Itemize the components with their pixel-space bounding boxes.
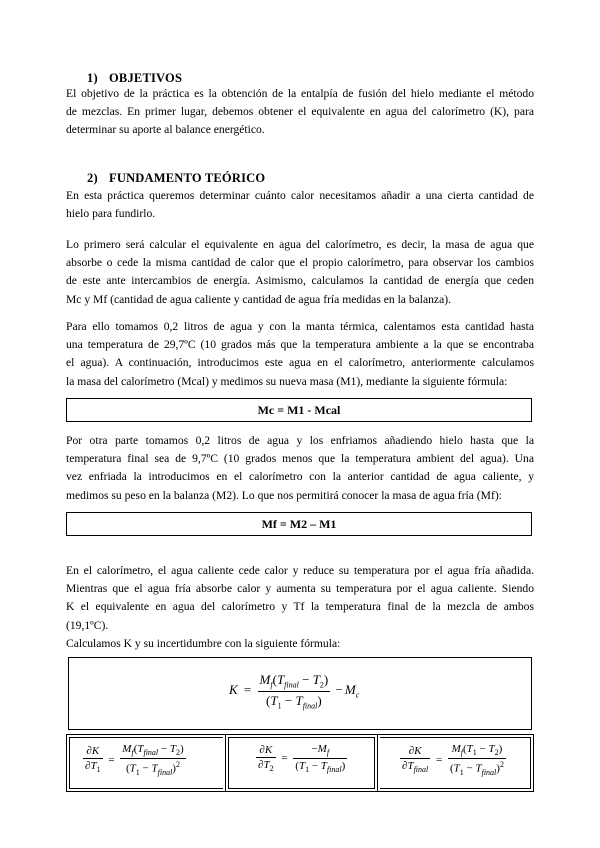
text-line: Mientras que el agua fría absorbe calor y aumenta su temperatura por el agua caliente. Siendo xyxy=(66,582,534,596)
text-line: En el calorímetro, el agua caliente cede calor y reduce su temperatura por el agua fría añadida. xyxy=(66,564,534,577)
derivative-tfinal: $\frac{\partial K}{\partial T_{final}}$ = $\frac{M_f(T_1 - T_2)}{(T_1 - T_{final})^2}$ xyxy=(402,743,504,778)
text-line: la masa del calorímetro (Mcal) y medimos su nueva masa (M1), mediante la siguiente fórmula: xyxy=(66,374,508,388)
derivative-t1-cell xyxy=(67,735,225,791)
text-line: determinar su aporte al balance energético. xyxy=(66,123,265,137)
text-line: Lo primero será calcular el equivalente en agua del calorímetro, es decir, la masa de agua que xyxy=(66,238,534,251)
derivative-t2-cell xyxy=(225,735,377,791)
section-heading-fundamento: 2) FUNDAMENTO TEÓRICO xyxy=(87,171,266,185)
paragraph-agua-caliente xyxy=(66,318,534,391)
derivative-t2: $\frac{\partial K}{\partial T_2}$ = $\frac{-M_f}{(T_1 - T_{final})}$ xyxy=(258,743,346,775)
paragraph-equivalente xyxy=(66,236,534,309)
derivative-t1: $\frac{\partial K}{\partial T_1}$ = $\frac{M_f(T_{final} - T_2)}{(T_1 - T_{final})^2}$ xyxy=(85,743,184,778)
paragraph-intro xyxy=(66,187,534,223)
derivative-tfinal-cell xyxy=(377,735,533,791)
text-line: Calculamos K y su incertidumbre con la siguiente fórmula: xyxy=(66,637,341,650)
text-line: vez enfriada la introducimos en el calorímetro con la anterior cantidad de agua caliente, y xyxy=(66,470,534,484)
derivatives-table xyxy=(66,734,534,792)
paragraph-agua-fria xyxy=(66,432,534,505)
text-line: medimos su peso en la balanza (M2). Lo que nos permitirá conocer la masa de agua fría (Mf): xyxy=(66,488,502,502)
formula-mf: Mf = M2 – M1 xyxy=(66,512,532,536)
text-line: una temperatura de 29,7ºC (10 grados más que la temperatura ambiente a la que se encontraba xyxy=(66,338,534,352)
formula-k: K = $\frac{M_f(T_{final} - T_2)}{(T_1 - T_{final})}$ − $M_c$ xyxy=(229,672,360,711)
text-line: (19,1ºC). xyxy=(66,618,109,632)
formula-k-box xyxy=(68,657,532,730)
text-line: absorbe o cede la misma cantidad de calor que el propio calorímetro, para observar los cambios xyxy=(66,256,534,270)
text-line: En esta práctica queremos determinar cuánto calor necesitamos añadir a una cierta cantidad de xyxy=(66,189,534,202)
text-line: K el equivalente en agua del calorímetro y Tf la temperatura final de la mezcla de ambos xyxy=(66,600,534,614)
text-line: Mc y Mf (cantidad de agua caliente y cantidad de agua fría medidas en la balanza). xyxy=(66,292,451,306)
text-line: de este ante intercambios de energía. Asimismo, calculamos la cantidad de energía que ceden xyxy=(66,274,534,288)
paragraph-calorimetro xyxy=(66,562,534,635)
text-line: temperatura final sea de 9,7ºC (10 grados menos que la temperatura ambient del agua). Una xyxy=(66,452,534,466)
text-line: de mezclas. En primer lugar, debemos obtener el equivalente en agua del calorímetro (K), para xyxy=(66,105,534,119)
text-line: el agua). A continuación, introducimos este agua en el calorímetro, anteriormente calculamos xyxy=(66,356,534,370)
text-line: Por otra parte tomamos 0,2 litros de agua y los enfriamos añadiendo hielo hasta que la xyxy=(66,434,534,447)
text-line: Para ello tomamos 0,2 litros de agua y con la manta térmica, calentamos esta cantidad hasta xyxy=(66,320,534,333)
text-line: hielo para fundirlo. xyxy=(66,207,156,221)
paragraph-calculamos xyxy=(66,635,534,653)
paragraph-objetivos xyxy=(66,85,534,140)
formula-mc: Mc = M1 - Mcal xyxy=(66,398,532,422)
section-heading-objetivos: 1) OBJETIVOS xyxy=(87,71,183,85)
text-line: El objetivo de la práctica es la obtención de la entalpía de fusión del hielo mediante el método xyxy=(66,87,534,100)
